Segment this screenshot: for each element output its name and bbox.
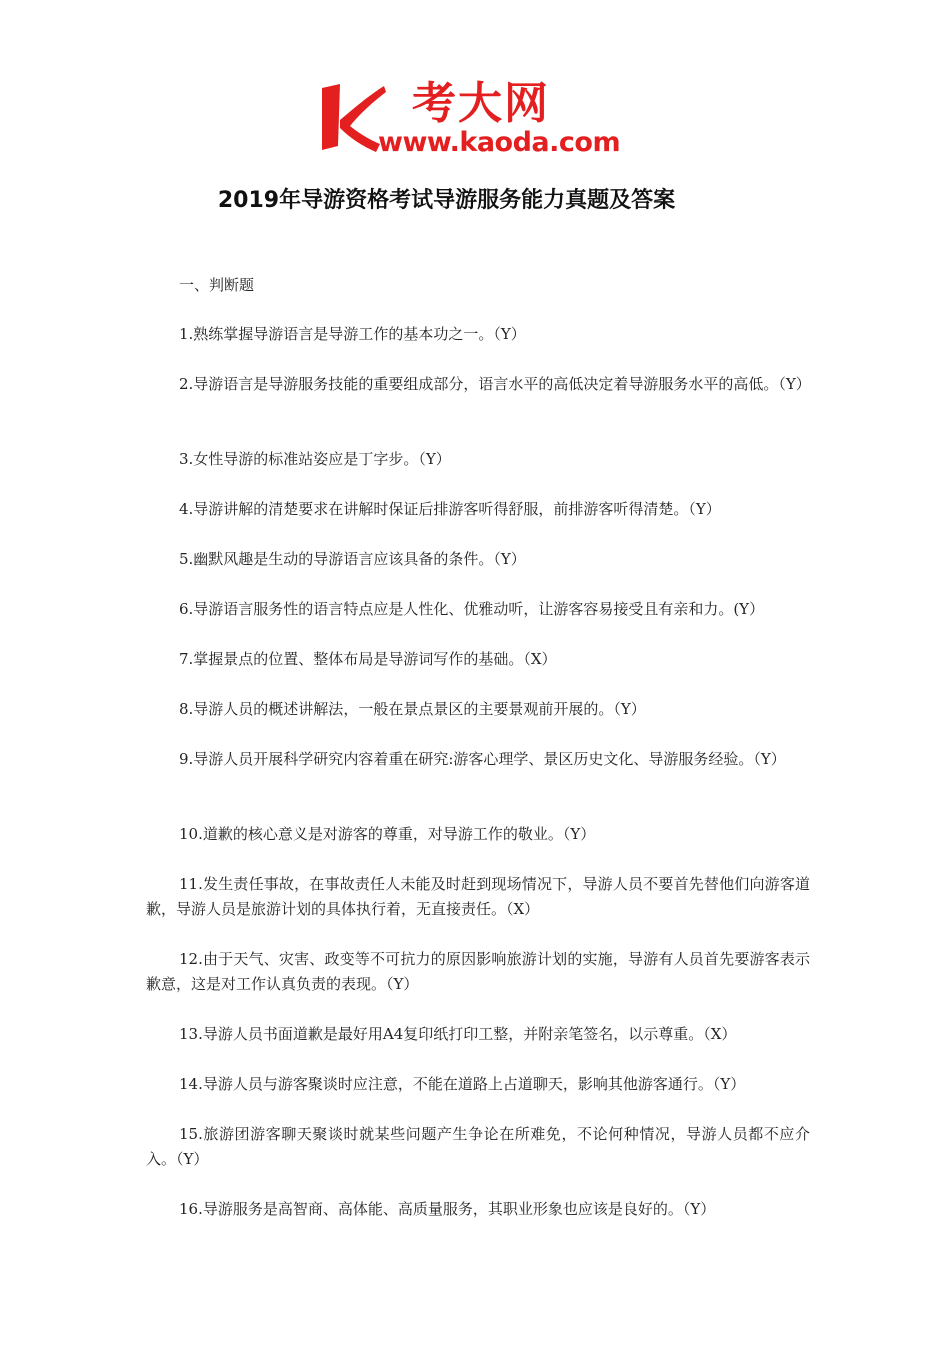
question-item: 15.旅游团游客聊天聚谈时就某些问题产生争论在所难免，不论何种情况，导游人员都不应介入。（Y） xyxy=(146,1125,810,1168)
question-item: 8.导游人员的概述讲解法，一般在景点景区的主要景观前开展的。（Y） xyxy=(179,700,646,718)
question-item: 2.导游语言是导游服务技能的重要组成部分，语言水平的高低决定着导游服务水平的高低。（Y） xyxy=(179,375,811,393)
question-item: 13.导游人员书面道歉是最好用A4复印纸打印工整，并附亲笔签名，以示尊重。（X） xyxy=(179,1025,737,1043)
question-item: 3.女性导游的标准站姿应是丁字步。（Y） xyxy=(179,450,451,468)
question-item: 16.导游服务是高智商、高体能、高质量服务，其职业形象也应该是良好的。（Y） xyxy=(179,1200,716,1218)
kaoda-logo xyxy=(318,78,638,160)
question-item: 1.熟练掌握导游语言是导游工作的基本功之一。（Y） xyxy=(179,325,526,343)
question-item: 7.掌握景点的位置、整体布局是导游词写作的基础。（X） xyxy=(179,650,557,668)
question-item: 10.道歉的核心意义是对游客的尊重，对导游工作的敬业。（Y） xyxy=(179,825,596,843)
logo-url: www.kaoda.com xyxy=(378,127,621,158)
question-item: 5.幽默风趣是生动的导游语言应该具备的条件。（Y） xyxy=(179,550,526,568)
question-item: 9.导游人员开展科学研究内容着重在研究:游客心理学、景区历史文化、导游服务经验。（Y） xyxy=(179,750,786,768)
document-title: 2019年导游资格考试导游服务能力真题及答案 xyxy=(217,188,676,213)
section-heading: 一、判断题 xyxy=(179,276,255,294)
question-item: 4.导游讲解的清楚要求在讲解时保证后排游客听得舒服，前排游客听得清楚。（Y） xyxy=(179,500,721,518)
question-item: 6.导游语言服务性的语言特点应是人性化、优雅动听，让游客容易接受且有亲和力。(Y） xyxy=(179,600,765,618)
question-item: 14.导游人员与游客聚谈时应注意，不能在道路上占道聊天，影响其他游客通行。（Y） xyxy=(179,1075,746,1093)
question-item: 12.由于天气、灾害、政变等不可抗力的原因影响旅游计划的实施，导游有人员首先要游客表示歉意，这是对工作认真负责的表现。（Y） xyxy=(146,950,810,993)
logo-chinese-name: 考大网 xyxy=(412,78,550,129)
question-item: 11.发生责任事故，在事故责任人未能及时赶到现场情况下，导游人员不要首先替他们向游客道歉，导游人员是旅游计划的具体执行着，无直接责任。（X） xyxy=(146,875,810,918)
